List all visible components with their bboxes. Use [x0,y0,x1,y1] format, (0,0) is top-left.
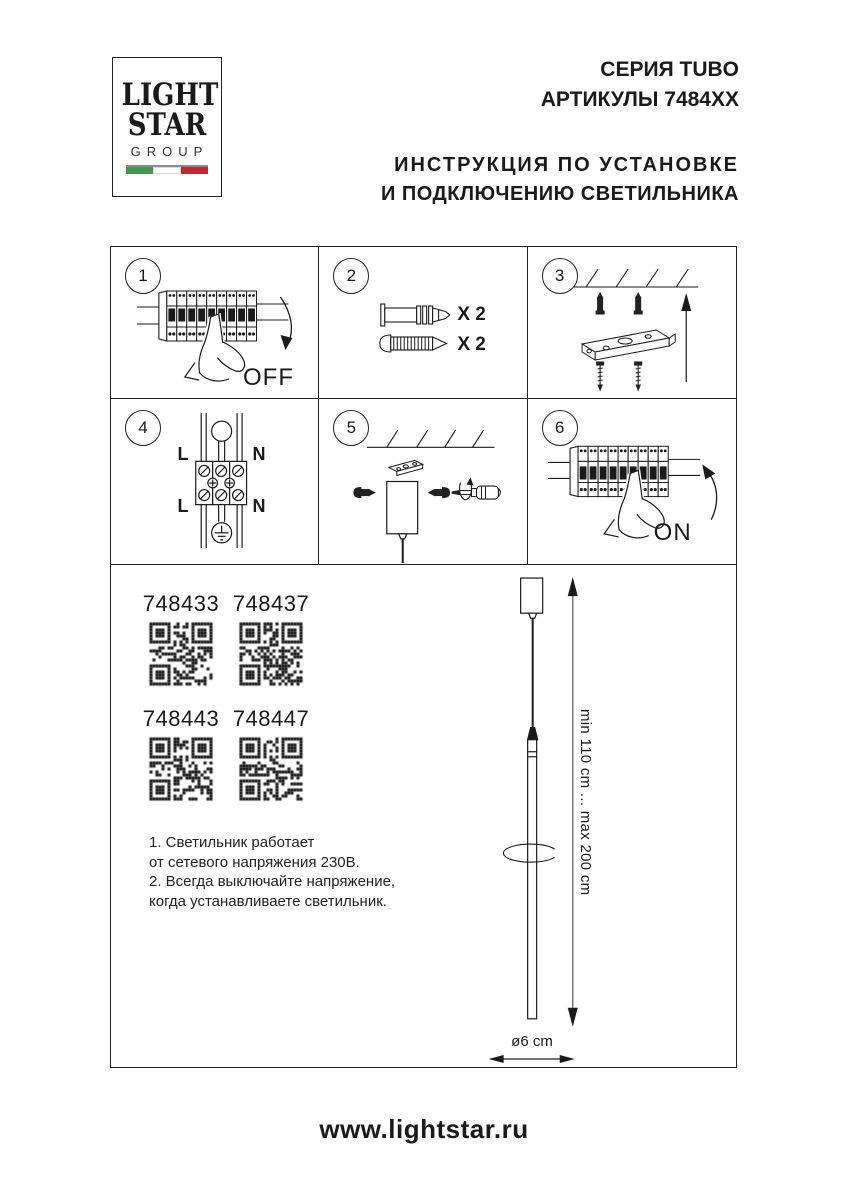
step-panel-3 [528,247,736,399]
instruction-title-line2: И ПОДКЛЮЧЕНИЮ СВЕТИЛЬНИКА [380,183,739,205]
lightstar-logo [112,57,222,197]
articles-title: АРТИКУЛЫ 7484XX [540,88,739,111]
step-panel-6 [528,399,736,565]
terminal-label-n-top: N [252,444,266,464]
step-number-4: 4 [125,410,161,446]
diameter-dimension-arrow [489,1055,575,1063]
flag-white [153,167,180,174]
italian-flag-bar [126,165,208,174]
height-range-label: min 110 cm ... max 200 cm [577,708,594,896]
screw-qty-label: X 2 [457,334,486,355]
mounting-bracket-icon [389,460,423,475]
lamp-symbol [212,421,232,441]
step-number-5: 5 [333,410,369,446]
screwdriver-icon [452,486,501,499]
diameter-label: ø6 cm [511,1033,553,1050]
lamp-tube [528,740,537,1019]
canopy-icon [387,482,418,563]
product-info-box [111,565,736,1067]
note-line: 2. Всегда выключайте напряжение, [149,873,396,890]
article-number: 748437 [232,591,310,616]
step-panel-2 [319,247,527,399]
mounting-bracket-icon [582,330,675,360]
series-title: СЕРИЯ TUBO [600,58,739,81]
website-url: www.lightstar.ru [319,1114,529,1144]
screw-icon [380,335,447,352]
step-number-3: 3 [542,258,578,294]
note-line: 1. Светильник работает [149,834,315,851]
installation-steps-diagram [110,246,737,1068]
arrow-down-icon [280,297,292,350]
terminal-label-l-top: L [177,444,189,464]
step-number-2: 2 [333,258,369,294]
step-panel-1 [111,247,319,399]
article-number: 748433 [142,591,220,616]
title-block [381,55,739,209]
step-number-6: 6 [542,410,578,446]
terminal-label-l-bottom: L [177,496,189,516]
ground-symbol [212,523,232,543]
terminal-label-n-bottom: N [252,496,266,516]
article-number: 748443 [142,706,220,731]
flag-green [126,167,153,174]
logo-word-star: STAR [127,107,207,143]
ceiling-line [367,430,495,447]
on-label: ON [653,519,692,546]
arrow-up-icon [681,293,691,382]
instruction-title-line1: ИНСТРУКЦИЯ ПО УСТАНОВКЕ [394,154,739,176]
screw-left-icon [354,488,375,498]
off-label: OFF [243,364,294,391]
step-panel-5 [319,399,527,565]
dowel-icon [381,304,450,326]
logo-word-group: GROUP [130,144,209,159]
note-line: когда устанавливаете светильник. [149,892,387,910]
article-number: 748447 [232,706,310,731]
note-line: от сетевого напряжения 230В. [149,853,360,871]
lamp-canopy [521,578,543,613]
step-panel-4 [111,399,319,565]
logo-word-light: LIGHT [121,77,219,113]
dowel-qty-label: X 2 [457,304,486,325]
arrow-up-icon [702,464,716,519]
step-number-1: 1 [125,258,161,294]
flag-red [181,167,208,174]
screw-down-icons [596,362,641,390]
dowel-up-icons [596,293,642,314]
pendant-lamp-drawing [111,565,736,1067]
screw-right-icon [429,488,450,498]
